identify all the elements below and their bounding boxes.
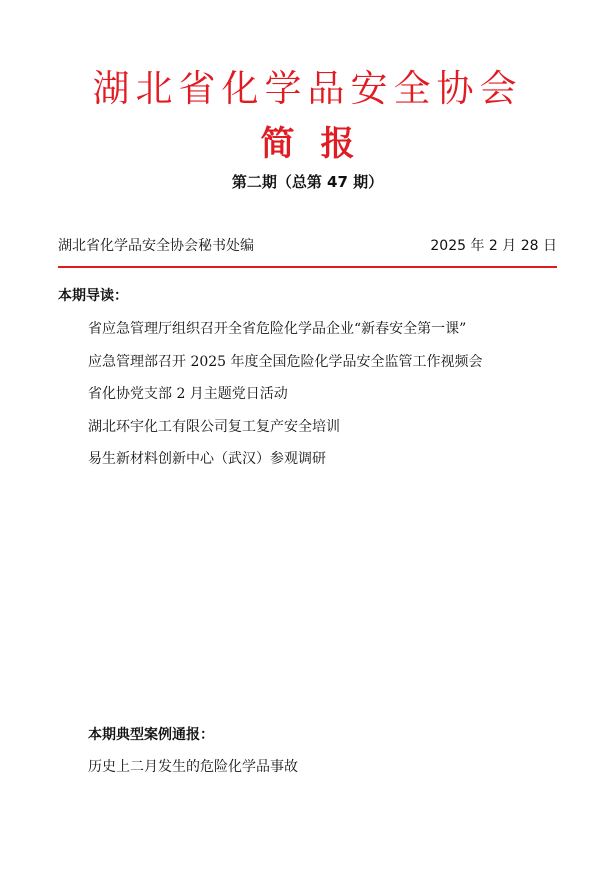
editor-line: 湖北省化学品安全协会秘书处编 (58, 238, 254, 254)
publication-date: 2025 年 2 月 28 日 (430, 238, 557, 254)
toc-item: 湖北环宇化工有限公司复工复产安全培训 (88, 418, 340, 435)
toc-list (88, 318, 483, 481)
toc-heading: 本期导读： (58, 288, 128, 304)
case-heading: 本期典型案例通报： (88, 727, 214, 743)
toc-item: 易生新材料创新中心（武汉）参观调研 (88, 451, 326, 467)
document-type-title: 简报 (260, 124, 381, 164)
org-title: 湖北省化学品安全协会 (92, 67, 523, 110)
toc-item: 省应急管理厅组织召开全省危险化学品企业“新春安全第一课” (88, 321, 467, 337)
toc-item: 省化协党支部 2 月主题党日活动 (88, 386, 288, 402)
issue-number: 第二期（总第 47 期） (231, 173, 384, 191)
red-divider (58, 266, 557, 268)
case-item: 历史上二月发生的危险化学品事故 (88, 759, 298, 775)
toc-item: 应急管理部召开 2025 年度全国危险化学品安全监管工作视频会 (88, 353, 483, 370)
